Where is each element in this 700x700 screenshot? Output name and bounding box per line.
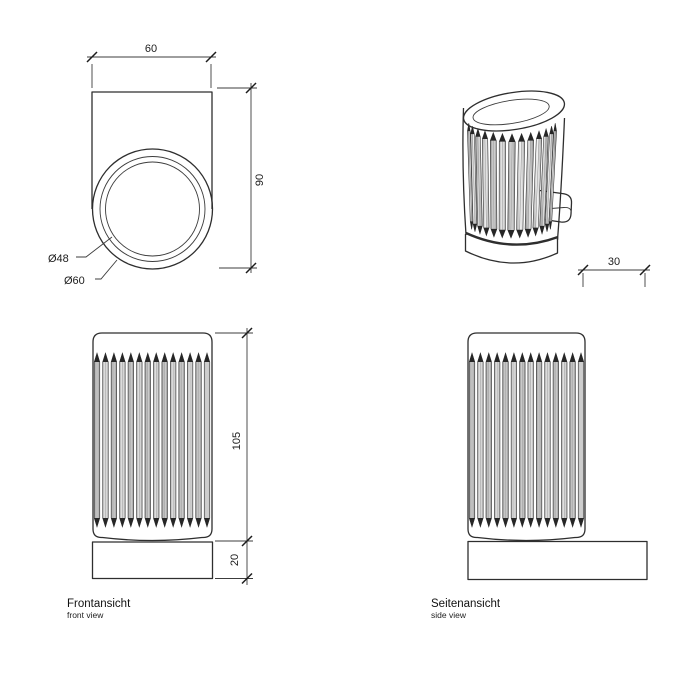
holder-cup [466, 233, 559, 263]
flute-top-tip [103, 353, 109, 362]
flute-bottom-tip [545, 224, 549, 232]
flute-bottom-tip [94, 518, 100, 527]
outer-diameter-callout [64, 260, 117, 287]
flute-bottom-tip [128, 518, 134, 527]
outer-diameter-circle [93, 149, 213, 269]
flute-bottom-tip [478, 226, 483, 234]
flute-bottom-tip [204, 518, 210, 527]
flute-bottom-tip [517, 230, 523, 238]
flute-bottom-tip [179, 518, 185, 527]
flute-top-tip [536, 131, 541, 139]
front-height-dimension [215, 328, 253, 585]
perspective-flutes [467, 123, 556, 238]
flute-top-tip [486, 353, 492, 362]
side-cup-outline [468, 333, 585, 541]
flute-top-tip [120, 353, 126, 362]
side-base-outline [468, 542, 647, 580]
flute-bottom-tip [508, 230, 515, 238]
flute-bottom-tip [520, 518, 526, 527]
flute-bottom-tip [484, 228, 489, 236]
depth-label: 30 [607, 256, 621, 268]
flute-top-tip [520, 353, 526, 362]
flute-bottom-tip [499, 230, 505, 238]
depth-dimension [578, 256, 650, 287]
flute-bottom-tip [528, 518, 534, 527]
flute-bottom-tip [145, 518, 151, 527]
flute-top-tip [196, 353, 202, 362]
top-view-body-outline [92, 92, 212, 209]
top-height-dimension [217, 83, 266, 273]
flute-top-tip [128, 353, 134, 362]
flute-top-tip [482, 131, 487, 139]
bracket-crease-line [551, 207, 571, 212]
flute-bottom-tip [170, 518, 176, 527]
flute-bottom-tip [494, 518, 500, 527]
flute-top-tip [494, 353, 500, 362]
flute-bottom-tip [491, 229, 497, 237]
flute-top-tip [561, 353, 567, 362]
cup-left-silhouette [463, 108, 466, 235]
side-view [431, 333, 647, 620]
flute-top-tip [509, 134, 516, 142]
front-view [67, 328, 253, 620]
perspective-view [461, 85, 650, 287]
flute-bottom-tip [137, 518, 143, 527]
flute-top-tip [137, 353, 143, 362]
flute-top-tip [162, 353, 168, 362]
flute-top-tip [490, 133, 496, 141]
flute-top-tip [179, 353, 185, 362]
flute-top-tip [536, 353, 542, 362]
flute-bottom-tip [536, 518, 542, 527]
inner-diameter-circle [106, 162, 200, 256]
flute-top-tip [469, 353, 475, 362]
flute-bottom-tip [103, 518, 109, 527]
flute-top-tip [187, 353, 193, 362]
flute-bottom-tip [545, 518, 551, 527]
flute-bottom-tip [162, 518, 168, 527]
flute-bottom-tip [578, 518, 584, 527]
flute-top-tip [544, 129, 549, 137]
flute-bottom-tip [111, 518, 117, 527]
flute-bottom-tip [540, 226, 545, 234]
flute-top-tip [478, 353, 484, 362]
flute-bottom-tip [473, 224, 477, 232]
front-base-height-label: 20 [229, 553, 241, 567]
flute-bottom-tip [187, 518, 193, 527]
flute-bottom-tip [196, 518, 202, 527]
side-view-title: Seitenansicht [431, 598, 501, 610]
middle-diameter-circle [100, 157, 205, 262]
flute-top-tip [528, 133, 534, 141]
front-base-outline [93, 542, 213, 579]
flute-top-tip [528, 353, 534, 362]
flute-bottom-tip [153, 518, 159, 527]
front-view-subtitle: front view [67, 610, 104, 620]
front-flutes [94, 353, 210, 527]
flute-bottom-tip [511, 518, 517, 527]
front-view-title: Frontansicht [67, 598, 131, 610]
flute-bottom-tip [486, 518, 492, 527]
flute-top-tip [204, 353, 210, 362]
flute-bottom-tip [469, 518, 475, 527]
side-flutes [469, 353, 584, 527]
flute-bottom-tip [561, 518, 567, 527]
flute-bottom-tip [120, 518, 126, 527]
flute-top-tip [518, 134, 524, 142]
flute-bottom-tip [570, 518, 576, 527]
flute-bottom-tip [503, 518, 509, 527]
flute-bottom-tip [478, 518, 484, 527]
flute-top-tip [499, 134, 505, 142]
flute-top-tip [550, 126, 554, 134]
top-view [48, 43, 266, 287]
top-height-label: 90 [254, 173, 266, 187]
flute-bottom-tip [553, 518, 559, 527]
flute-bottom-tip [533, 228, 538, 236]
outer-diameter-label: Ø60 [64, 275, 85, 287]
flute-top-tip [545, 353, 551, 362]
top-width-dimension [87, 43, 216, 88]
flute-top-tip [145, 353, 151, 362]
side-view-subtitle: side view [431, 610, 466, 620]
flute-top-tip [94, 353, 100, 362]
flute-bottom-tip [525, 229, 531, 237]
top-width-label: 60 [144, 43, 158, 55]
flute-top-tip [578, 353, 584, 362]
flute-top-tip [153, 353, 159, 362]
inner-diameter-label: Ø48 [48, 253, 69, 265]
flute-top-tip [170, 353, 176, 362]
flute-top-tip [553, 353, 559, 362]
flute-top-tip [503, 353, 509, 362]
flute-top-tip [511, 353, 517, 362]
flute-top-tip [570, 353, 576, 362]
front-body-height-label: 105 [231, 431, 243, 451]
flute-top-tip [111, 353, 117, 362]
